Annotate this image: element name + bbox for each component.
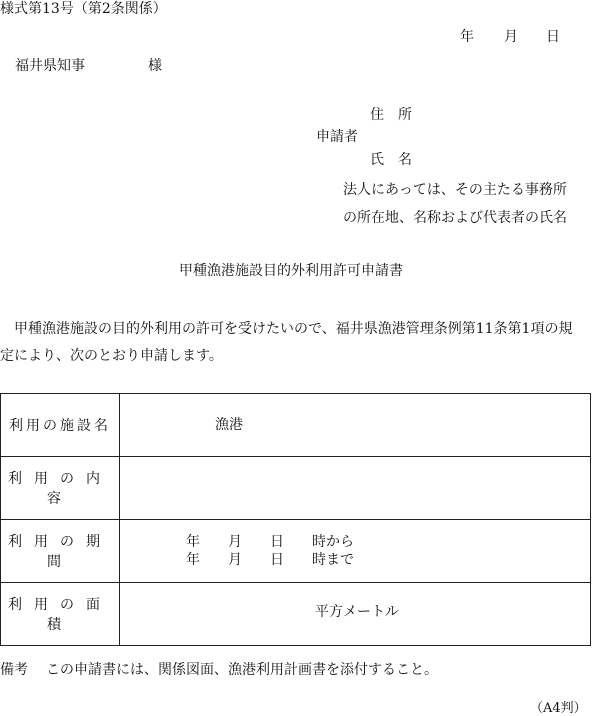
body-text-line2: 定により、次のとおり申請します。: [0, 348, 223, 364]
body-text-line1: 甲種漁港施設の目的外利用の許可を受けたいので、福井県漁港管理条例第11条第1項の規: [0, 321, 573, 337]
form-number: 様式第13号（第2条関係）: [0, 1, 167, 17]
facility-label-text: 利用の施設名: [9, 418, 111, 434]
date-month-label: 月: [504, 29, 518, 45]
area-label: [1, 583, 120, 646]
remarks-text: この申請書には、関係図面、漁港利用計画書を添付すること。: [46, 662, 438, 678]
table-row-facility: [1, 394, 591, 457]
content-label-text: 利用の内容: [8, 471, 112, 507]
content-value-cell: [120, 457, 591, 520]
area-label-text: 利用の面積: [8, 597, 112, 633]
date-year-label: 年: [460, 29, 474, 45]
corporate-note-line2: の所在地、名称および代表者の氏名: [343, 210, 567, 226]
document-title: 甲種漁港施設目的外利用許可申請書: [179, 263, 403, 279]
name-label: 氏 名: [370, 152, 412, 168]
facility-value: 漁港: [215, 417, 243, 433]
area-value-cell: [120, 583, 591, 646]
period-from: 年 月 日 時から: [186, 534, 354, 550]
table-row-content: [1, 457, 591, 520]
application-table: [0, 393, 591, 646]
period-value-cell: [120, 520, 591, 583]
table-row-area: [1, 583, 591, 646]
period-label: [1, 520, 120, 583]
period-to: 年 月 日 時まで: [186, 552, 354, 568]
table-row-period: [1, 520, 591, 583]
address-label: 住 所: [370, 107, 412, 123]
applicant-label: 申請者: [316, 129, 358, 145]
facility-label: [1, 394, 120, 457]
remarks-label: 備考: [0, 662, 28, 678]
addressee-governor: 福井県知事: [15, 58, 85, 74]
period-label-text: 利用の期間: [8, 534, 112, 570]
addressee-honorific: 様: [148, 58, 162, 74]
facility-value-cell: [120, 394, 591, 457]
area-value: 平方メートル: [315, 604, 399, 620]
corporate-note-line1: 法人にあっては、その主たる事務所: [343, 182, 567, 198]
content-label: [1, 457, 120, 520]
paper-size-note: （A4判）: [530, 701, 587, 716]
date-day-label: 日: [546, 29, 560, 45]
